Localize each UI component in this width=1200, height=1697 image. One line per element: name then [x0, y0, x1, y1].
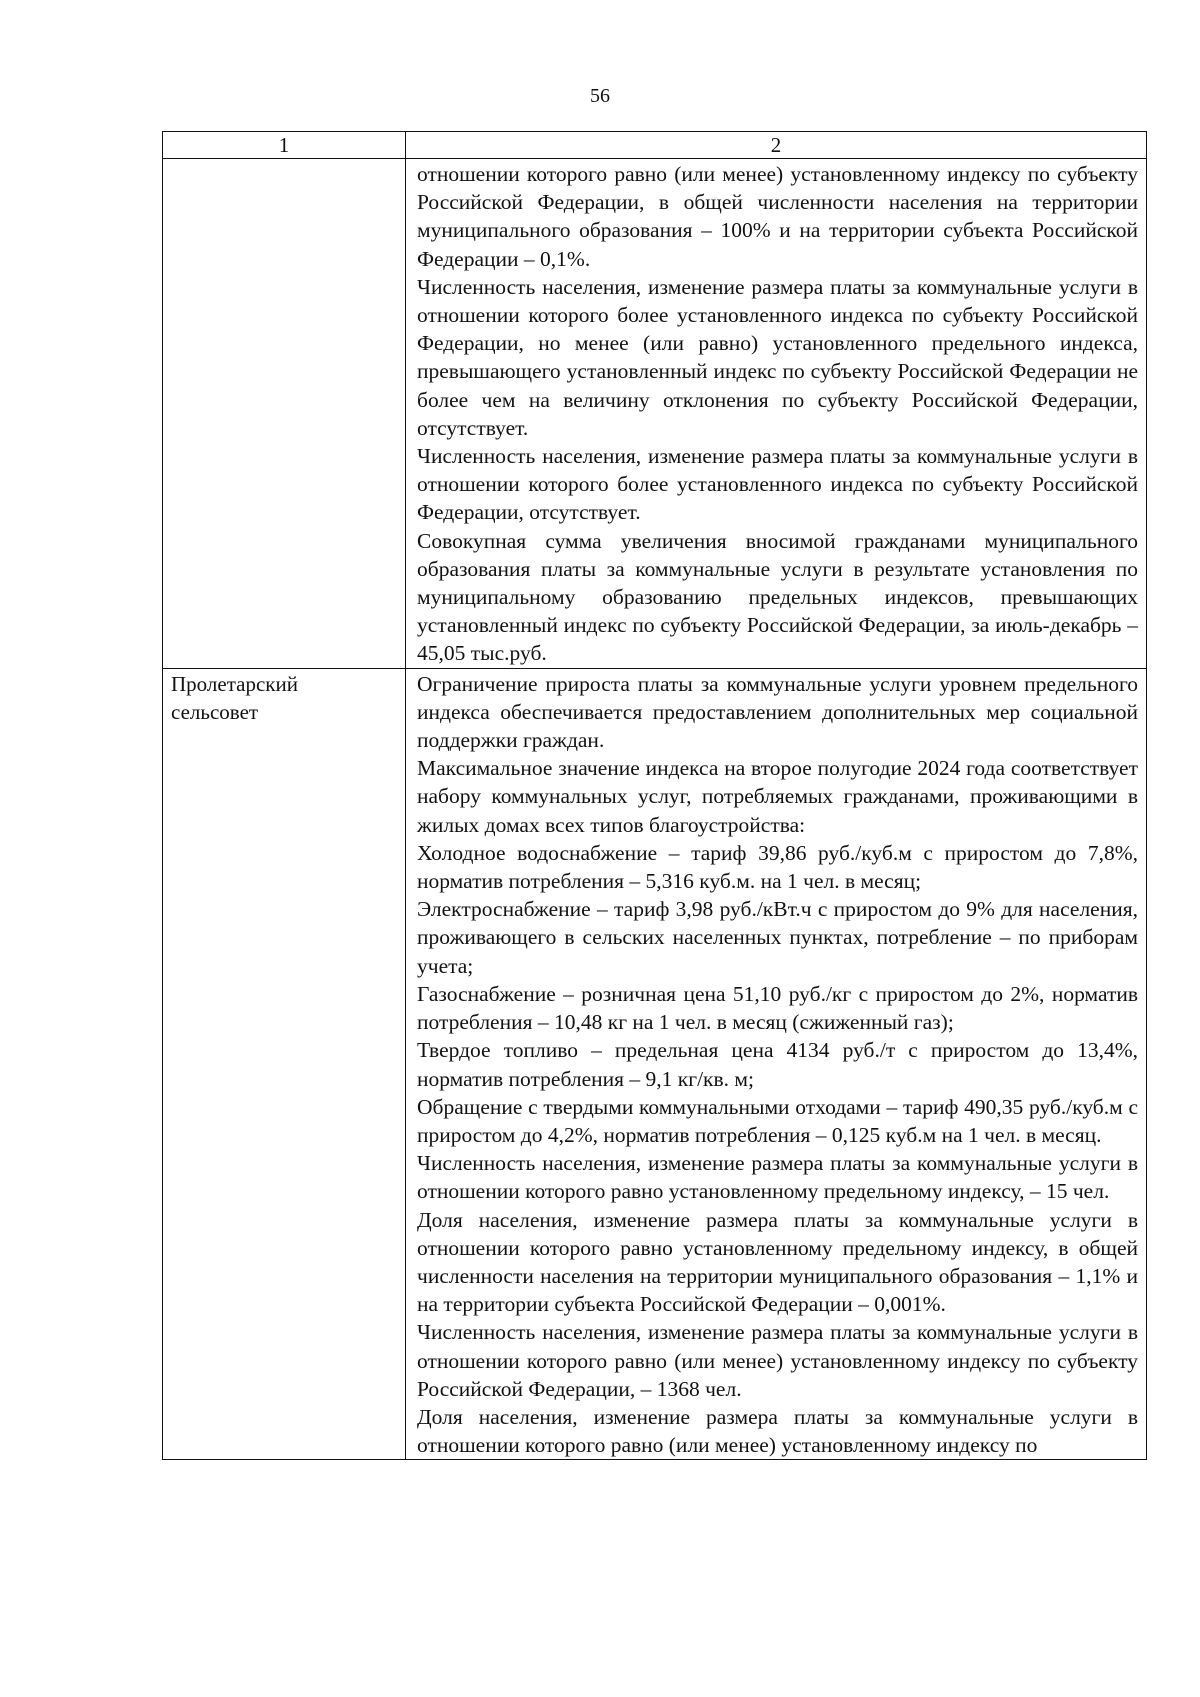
municipality-name-cell — [163, 668, 406, 1460]
column-header-2: 2 — [406, 132, 1147, 159]
paragraph: Максимальное значение индекса на второе полугодие 2024 года соответствует набору коммунальных услуг, потребляемых гражданами, проживающими в жилых домах всех типов благоустройства: — [417, 756, 1138, 837]
paragraph: Доля населения, изменение размера платы за коммунальные услуги в отношении которого равно (или менее) установленному индексу по — [417, 1404, 1138, 1458]
table-row — [163, 668, 1147, 1460]
paragraph: отношении которого равно (или менее) установленному индексу по субъекту Российской Федерации, в общей численности населения на территории муниципального образования – 100% и на территории субъекта Российской Федерации – 0,1%. — [417, 162, 1138, 271]
paragraph: Ограничение прироста платы за коммунальные услуги уровнем предельного индекса обеспечивается предоставлением дополнительных мер социальной поддержки граждан. — [417, 671, 1138, 753]
municipality-name-line: Пролетарский — [171, 671, 298, 696]
column-header-1: 1 — [163, 132, 406, 159]
paragraph: Холодное водоснабжение – тариф 39,86 руб./куб.м с приростом до 7,8%, норматив потребления – 5,316 куб.м. на 1 чел. в месяц; — [417, 840, 1138, 894]
paragraph: Твердое топливо – предельная цена 4134 руб./т с приростом до 13,4%, норматив потребления – 9,1 кг/кв. м; — [417, 1038, 1138, 1091]
municipality-name-line: сельсовет — [171, 699, 259, 724]
municipality-name-cell — [163, 159, 406, 669]
paragraph: Численность населения, изменение размера платы за коммунальные услуги в отношении которого более установленного индекса по субъекту Российской Федерации, но менее (или равно) установленного предельного индекса, превышающего установленный индекс по субъекту Российской Федерации не более чем на величину отклонения по субъекту Российской Федерации, отсутствует. — [417, 274, 1138, 440]
paragraph: Численность населения, изменение размера платы за коммунальные услуги в отношении которого равно установленному предельному индексу, – 15 чел. — [417, 1151, 1138, 1204]
description-cell — [406, 668, 1147, 1460]
document-table — [162, 131, 1147, 1460]
table-header-row — [163, 132, 1147, 159]
description-cell — [406, 159, 1147, 669]
paragraph: Доля населения, изменение размера платы за коммунальные услуги в отношении которого равно установленному предельному индексу, в общей численности населения на территории муниципального образования – 1,1% и на территории субъекта Российской Федерации – 0,001%. — [417, 1207, 1138, 1317]
paragraph: Обращение с твердыми коммунальными отходами – тариф 490,35 руб./куб.м с приростом до 4,2%, норматив потребления – 0,125 куб.м на 1 чел. в месяц. — [417, 1094, 1138, 1147]
paragraph: Численность населения, изменение размера платы за коммунальные услуги в отношении которого равно (или менее) установленному индексу по субъекту Российской Федерации, – 1368 чел. — [417, 1320, 1138, 1401]
paragraph: Совокупная сумма увеличения вносимой гражданами муниципального образования платы за коммунальные услуги в результате установления по муниципальному образованию предельных индексов, превышающих установленный индекс по субъекту Российской Федерации, за июль-декабрь – 45,05 тыс.руб. — [417, 528, 1138, 666]
paragraph: Электроснабжение – тариф 3,98 руб./кВт.ч с приростом до 9% для населения, проживающего в сельских населенных пунктах, потребление – по приборам учета; — [417, 897, 1138, 978]
table-row — [163, 159, 1147, 669]
paragraph: Газоснабжение – розничная цена 51,10 руб./кг с приростом до 2%, норматив потребления – 10,48 кг на 1 чел. в месяц (сжиженный газ); — [417, 981, 1138, 1035]
paragraph: Численность населения, изменение размера платы за коммунальные услуги в отношении которого более установленного индекса по субъекту Российской Федерации, отсутствует. — [417, 444, 1138, 525]
page-number: 56 — [590, 85, 610, 107]
